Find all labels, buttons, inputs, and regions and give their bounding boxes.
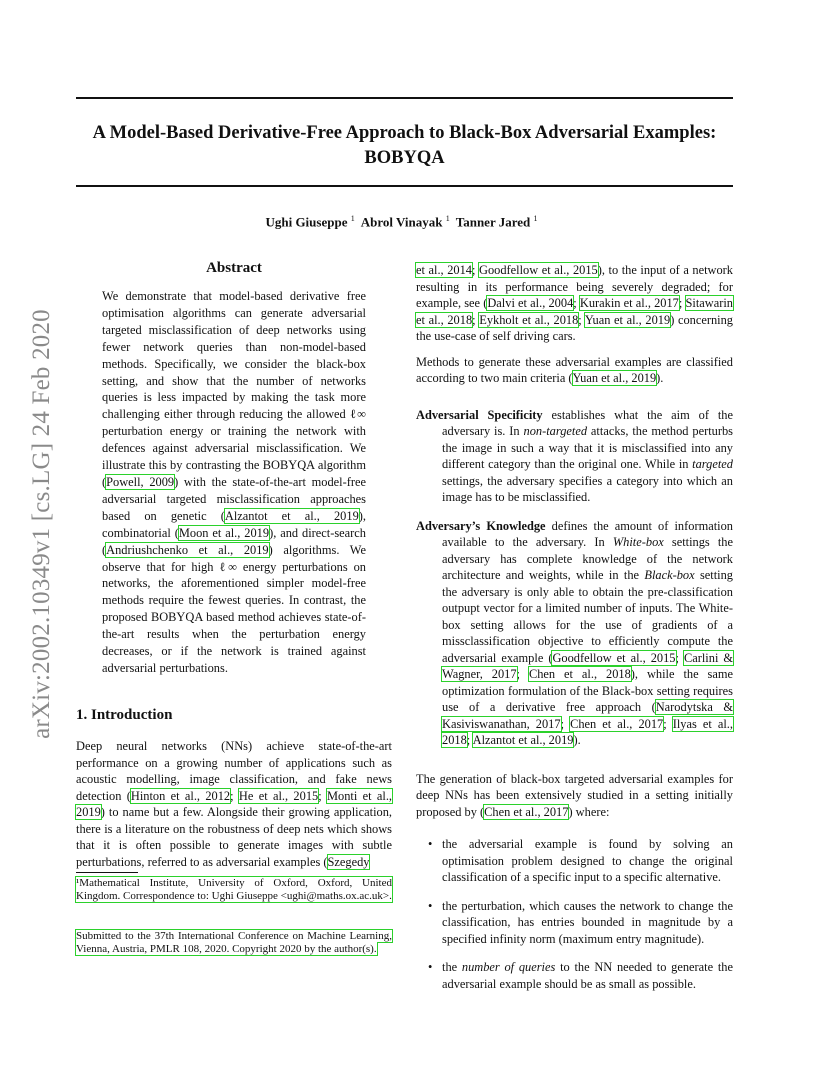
citation-link[interactable]: Hinton et al., 2012 — [130, 788, 231, 803]
arxiv-side-stamp — [12, 290, 72, 758]
title-bottom-rule — [76, 185, 733, 187]
citation-link[interactable]: Goodfellow et al., 2015 — [552, 650, 676, 665]
paper-title: A Model-Based Derivative-Free Approach to Black-Box Adversarial Examples: BOBYQA — [92, 123, 717, 168]
citation-link[interactable]: Chen et al., 2017 — [484, 804, 569, 819]
citation-link[interactable]: Chen et al., 2018 — [528, 667, 631, 681]
footnote-venue-text[interactable]: Submitted to the 37th International Conference on Machine Learning, Vienna, Austria, PMLR 108, 2020. Copyright 2020 by the author(s). — [76, 930, 392, 956]
setting-bullet-list — [416, 836, 733, 992]
right-paragraph-1: et al., 2014; Goodfellow et al., 2015), to the input of a network resulting in its performance being severely degraded; for example, see (Dalvi et al., 2004; Kurakin et al., 2017; Sitawarin et al., 2018; Eykholt et al., 2018; Yuan et al., 2019) concerning the use-case of self driving cars. — [416, 263, 734, 343]
citation-link[interactable]: Sitawarin et al., 2018 — [416, 296, 733, 327]
footnote-venue — [76, 930, 392, 956]
citation-link[interactable]: Dalvi et al., 2004 — [487, 296, 574, 310]
bullet-item: • the perturbation, which causes the network to change the classification, has entries bounded in magnitude by a specified infinity norm (maximum entry magnitude). — [416, 898, 733, 948]
author-list — [76, 214, 733, 230]
right-paragraph-3: The generation of black-box targeted adversarial examples for deep NNs has been extensively studied in a setting initially proposed by (Chen et al., 2017) where: — [416, 771, 733, 819]
criterion-item: Adversary’s Knowledge defines the amount of information available to the adversary. In White-box settings the adversary has complete knowledge of the network architecture and weights, while in the Black-box setting the adversary is only able to obtain the pre-classification outpupt vector for a limited number of inputs. The White-box setting allows for the use of gradients of a missclassification objective to efficiently compute the adversarial example (Goodfellow et al., 2015; Carlini & Wagner, 2017; Chen et al., 2018), while the same optimization formulation of the Black-box setting requires use of a derivative free approach (Narodytska & Kasiviswanathan, 2017; Chen et al., 2017; Ilyas et al., 2018; Alzantot et al., 2019). — [416, 518, 734, 747]
bullet-item: • the number of queries to the NN needed to generate the adversarial example should be as small as possible. — [416, 959, 733, 992]
section-heading-introduction: 1. Introduction — [76, 707, 173, 723]
right-paragraph-2: Methods to generate these adversarial examples are classified according to two main criteria (Yuan et al., 2019). — [416, 354, 733, 385]
title-top-rule — [76, 97, 733, 99]
emphasis-text: Black-box — [644, 568, 695, 582]
citation-link[interactable]: Monti et al., 2019 — [76, 788, 393, 819]
citation-link[interactable]: Narodytska & Kasiviswanathan, 2017 — [442, 700, 734, 731]
citation-link[interactable]: Szegedy — [327, 854, 370, 869]
citation-link[interactable]: Alzantot et al., 2019 — [224, 508, 359, 523]
intro-paragraph-text: Deep neural networks (NNs) achieve state-of-the-art performance on a growing number of applications such as acoustic modelling, image classification, and fake news detection (Hinton et al., 2012; He et al., 2015; Monti et al., 2019) to name but a few. Alongside their growing application, there is a literature on the robustness of deep nets which shows that it is often possible to generate images with subtle perturbations, referred to as adversarial examples (Szegedy — [76, 739, 393, 869]
arxiv-identifier: arXiv:2002.10349v1 [cs.LG] 24 Feb 2020 — [28, 309, 55, 739]
author-affiliation-mark: 1 — [445, 214, 450, 223]
intro-paragraph — [76, 738, 392, 879]
citation-link[interactable]: He et al., 2015 — [238, 788, 319, 803]
citation-link[interactable]: Ilyas et al., 2018 — [442, 716, 733, 747]
author-name: Abrol Vinayak — [360, 214, 446, 230]
author-affiliation-mark: 1 — [533, 214, 538, 223]
abstract-heading: Abstract — [206, 260, 262, 276]
citation-link[interactable]: Goodfellow et al., 2015 — [479, 263, 598, 277]
footnote-rule — [76, 872, 138, 873]
citation-link[interactable]: Powell, 2009 — [106, 474, 175, 489]
citation-link[interactable]: et al., 2014 — [416, 263, 472, 277]
emphasis-text: White-box — [612, 535, 664, 549]
citation-link[interactable]: Yuan et al., 2019 — [572, 371, 657, 385]
emphasis-text: number of queries — [461, 960, 556, 974]
footnote-affiliation — [76, 877, 392, 903]
right-column — [416, 262, 733, 1004]
citation-link[interactable]: Moon et al., 2019 — [178, 525, 270, 540]
citation-link[interactable]: Eykholt et al., 2018 — [479, 312, 579, 327]
bullet-item: • the adversarial example is found by solving an optimisation problem designed to change the original classification of a specific input to a specific alternative. — [416, 836, 733, 886]
author-affiliation-mark: 1 — [350, 214, 355, 223]
abstract-body: We demonstrate that model-based derivative free optimisation algorithms can generate adversarial targeted misclassification of deep networks using fewer network queries than non-model-based methods. Specifically, we consider the black-box setting, and show that the number of networks queries is less impacted by making the task more challenging either through reducing the allowed ℓ∞ perturbation energy or training the network with defences against adversarial misclassification. We illustrate this by contrasting the BOBYQA algorithm (Powell, 2009) with the state-of-the-art model-free adversarial targeted misclassification approaches based on genetic (Alzantot et al., 2019), combinatorial (Moon et al., 2019), and direct-search (Andriushchenko et al., 2019) algorithms. We observe that for high ℓ∞ energy perturbations on networks, the aforementioned simpler model-free methods require the fewest queries. In contrast, the proposed BOBYQA based method achieves state-of-the-art results when the perturbation energy decreases, or if the network is trained against adversarial perturbations. — [102, 289, 366, 675]
criteria-list — [416, 407, 733, 749]
citation-link[interactable]: Kurakin et al., 2017 — [579, 296, 679, 310]
author-name: Tanner Jared — [455, 214, 534, 230]
criterion-term: Adversary’s Knowledge — [416, 518, 546, 533]
citation-link[interactable]: Alzantot et al., 2019 — [472, 733, 574, 747]
citation-link[interactable]: Yuan et al., 2019 — [584, 312, 671, 327]
citation-link[interactable]: Carlini & Wagner, 2017 — [442, 650, 734, 681]
criterion-item: Adversarial Specificity establishes what the aim of the adversary is. In non-targeted attacks, the method perturbs the image in such a way that it is misclassified into any different category than the original one. While in targeted settings, the adversary specifies a category into which an image has to be misclassified. — [416, 407, 734, 504]
criterion-term: Adversarial Specificity — [416, 407, 543, 422]
citation-link[interactable]: Andriushchenko et al., 2019 — [106, 542, 269, 557]
emphasis-text: non-targeted — [523, 424, 588, 438]
citation-link[interactable]: Chen et al., 2017 — [570, 716, 664, 731]
author-name: Ughi Giuseppe — [265, 214, 351, 230]
footnote-affiliation-text[interactable]: ¹Mathematical Institute, University of Oxford, Oxford, United Kingdom. Correspondence to: Ughi Giuseppe <ughi@maths.ox.ac.uk>. — [76, 877, 392, 903]
emphasis-text: targeted — [692, 457, 733, 471]
